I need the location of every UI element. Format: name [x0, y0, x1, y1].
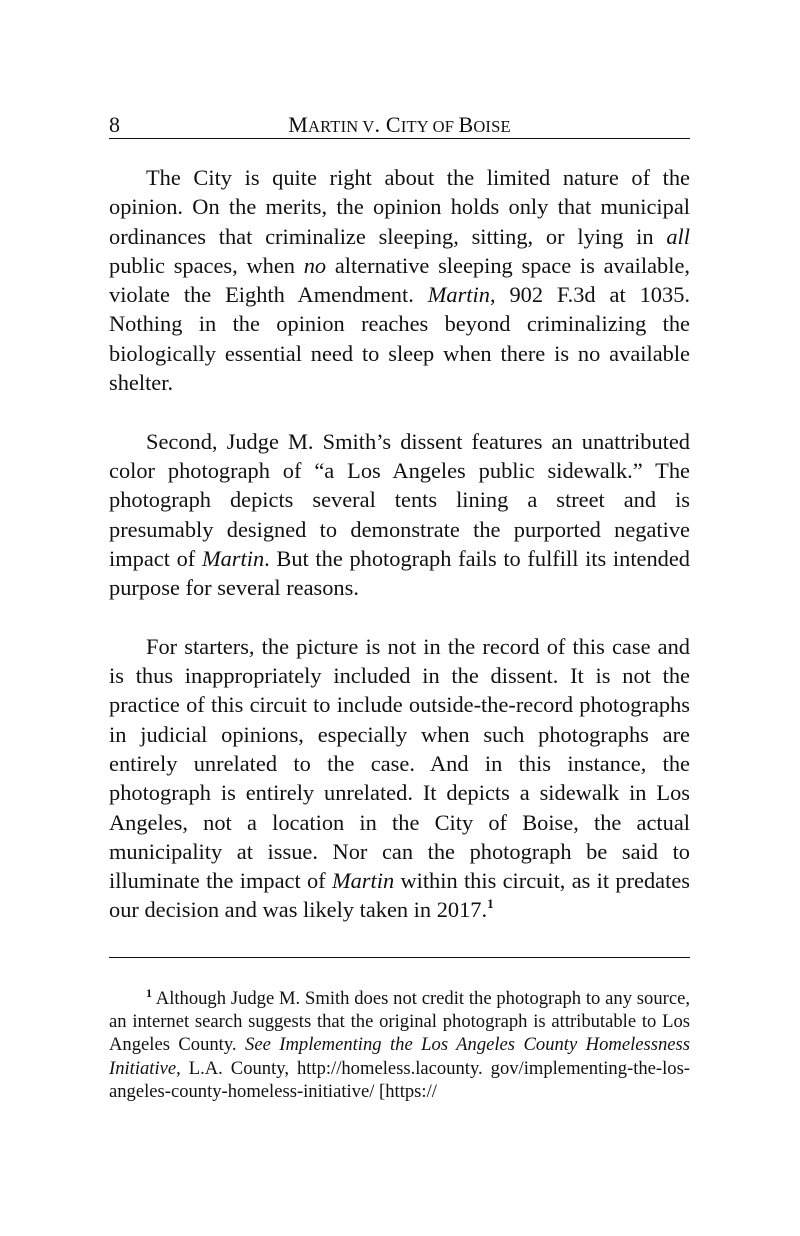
running-title-dot: . — [374, 112, 381, 137]
fn1-text-c: , L.A. County, http://homeless.lacounty. gov/implementing-the-los-angeles-county-homeless-initiative/ [https:// — [109, 1057, 690, 1102]
opinion-body — [109, 163, 690, 925]
paragraph-2 — [109, 427, 690, 603]
p1-italic-case-name: Martin — [427, 282, 490, 308]
p2-text-a: Second, Judge M. Smith’s dissent features an unattributed color photograph of “a Los Angeles public sidewalk.” The photograph depicts several tents lining a street and is presumably designed to demonstrate the purported negative impact of — [109, 428, 690, 571]
paragraph-1 — [109, 163, 690, 397]
running-title — [109, 112, 690, 140]
p1-italic-no: no — [303, 252, 327, 278]
running-title-b-cap: B — [458, 112, 474, 137]
footnote-marker: 1 — [146, 986, 152, 1000]
p1-text-g: , 902 F.3d at 1035. Nothing in the opinion reaches beyond criminalizing the biologically essential need to sleep when there is no available shelter. — [109, 282, 690, 396]
page-header — [109, 112, 690, 139]
fn1-text-a: Although Judge M. Smith does not credit the photograph to any source, an internet search suggests that the original photograph is attributable to Los Angeles County. — [109, 988, 690, 1056]
p1-text-c: public spaces, when — [109, 252, 304, 278]
footnotes-section — [109, 987, 690, 1103]
p3-italic-case-name: Martin — [331, 868, 395, 894]
p3-text-c: within this circuit, as it predates our decision and was likely taken in 2017. — [109, 868, 690, 923]
footnote-1 — [109, 987, 690, 1103]
paragraph-3 — [109, 632, 690, 925]
running-title-m-rest: ARTIN V — [307, 117, 375, 136]
p1-text-a: The City is quite right about the limited nature of the opinion. On the merits, the opinion holds only that municipal ordinances that criminalize sleeping, sitting, or lying in — [109, 165, 690, 249]
fn1-italic-source-title: See Implementing the Los Angeles County Homelessness Initiative — [109, 1034, 690, 1079]
running-title-b-rest: OISE — [473, 117, 511, 136]
p2-italic-case-name: Martin — [201, 545, 265, 571]
footnote-divider — [109, 957, 690, 958]
p2-text-c: . But the photograph fails to fulfill its intended purpose for several reasons. — [109, 545, 691, 601]
page-number: 8 — [109, 112, 120, 137]
running-title-c-rest: ITY OF — [400, 117, 459, 136]
footnote-reference-1[interactable]: 1 — [487, 896, 494, 912]
p1-italic-all: all — [666, 223, 690, 249]
p3-text-a: For starters, the picture is not in the record of this case and is thus inappropriately included in the dissent. It is not the practice of this circuit to include outside-the-record photographs in judicial opinions, especially when such photographs are entirely unrelated to the case. And in this instance, the photograph is entirely unrelated. It depicts a sidewalk in Los Angeles, not a location in the City of Boise, the actual municipality at issue. Nor can the photograph be said to illuminate the impact of — [109, 633, 690, 894]
running-title-m-cap: M — [288, 112, 308, 137]
p1-text-e: alternative sleeping space is available, violate the Eighth Amendment. — [109, 252, 690, 308]
running-title-c-cap: C — [380, 112, 401, 137]
